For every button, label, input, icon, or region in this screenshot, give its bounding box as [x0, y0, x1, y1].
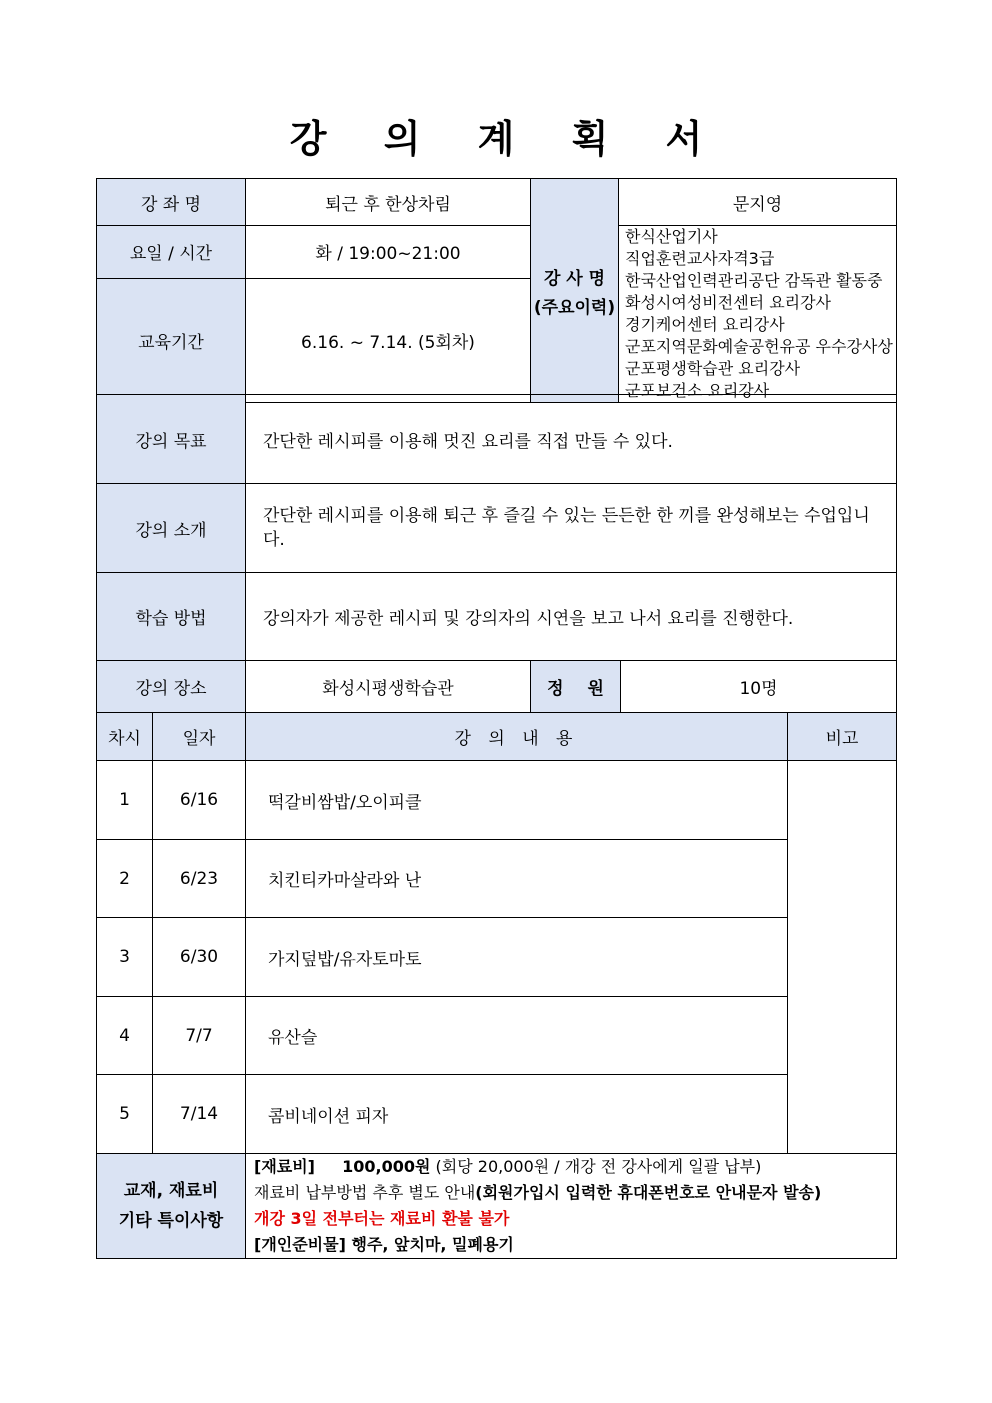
materials-notes: [246, 1154, 897, 1259]
schedule-table: [96, 712, 897, 1154]
method-label: 학습 방법: [97, 573, 246, 661]
prep-items: 행주, 앞치마, 밀폐용기: [351, 1235, 514, 1254]
session-number: 5: [97, 1075, 153, 1154]
instructor-sublabel: (주요이력): [533, 297, 616, 318]
career-item: 군포지역문화예술공헌유공 우수강사상: [625, 337, 893, 356]
intro-label: 강의 소개: [97, 484, 246, 573]
session-number: 2: [97, 840, 153, 918]
session-content: 가지덮밥/유자토마토: [246, 918, 788, 997]
career-item: 군포평생학습관 요리강사: [625, 359, 801, 378]
date-header: 일자: [153, 713, 246, 761]
session-content: 유산슬: [246, 997, 788, 1075]
schedule-row: [97, 1075, 897, 1154]
career-item: 한식산업기사: [625, 227, 718, 246]
session-content: 치킨티카마살라와 난: [246, 840, 788, 918]
intro-text: 간단한 레시피를 이용해 퇴근 후 즐길 수 있는 든든한 한 끼를 완성해보는 수업입니다.: [246, 484, 897, 573]
session-content: 떡갈비쌈밥/오이피클: [246, 761, 788, 840]
schedule-row: [97, 840, 897, 918]
instructor-name: 문지영: [619, 179, 897, 226]
prep-tag: [개인준비물]: [254, 1235, 346, 1254]
venue-table: [96, 660, 897, 713]
fee-detail: (회당 20,000원 / 개강 전 강사에게 일괄 납부): [435, 1157, 762, 1176]
venue-value: 화성시평생학습관: [246, 661, 531, 713]
materials-label-cell: [97, 1154, 246, 1259]
goal-label: 강의 목표: [97, 395, 246, 484]
session-date: 7/7: [153, 997, 246, 1075]
session-date: 6/30: [153, 918, 246, 997]
period-label: 교육기간: [97, 278, 246, 402]
notes-label: 기타 특이사항: [118, 1211, 224, 1231]
course-name-value: 퇴근 후 한상차림: [246, 179, 531, 226]
prep-line: [254, 1232, 896, 1258]
method-text: 강의자가 제공한 레시피 및 강의자의 시연을 보고 나서 요리를 진행한다.: [246, 573, 897, 661]
session-number: 3: [97, 918, 153, 997]
schedule-row: [97, 997, 897, 1075]
venue-label: 강의 장소: [97, 661, 246, 713]
payment-note: 재료비 납부방법 추후 별도 안내: [254, 1183, 476, 1202]
course-description-table: [96, 394, 897, 661]
instructor-label: 강 사 명: [543, 268, 606, 289]
period-value: 6.16. ~ 7.14. (5회차): [246, 278, 531, 402]
note-cell: [788, 761, 897, 1154]
fee-line: [254, 1154, 896, 1180]
capacity-value: 10명: [621, 661, 897, 713]
note-header: 비고: [788, 713, 897, 761]
instructor-label-cell: [531, 179, 619, 403]
page-title: 강 의 계 획 서: [289, 117, 725, 161]
session-date: 7/14: [153, 1075, 246, 1154]
capacity-label: 정 원: [531, 661, 621, 713]
fee-tag: [재료비]: [254, 1157, 315, 1176]
day-time-value: 화 / 19:00~21:00: [246, 226, 531, 279]
session-number: 1: [97, 761, 153, 840]
payment-line: [254, 1180, 896, 1206]
course-info-table: [96, 178, 897, 403]
schedule-row: [97, 918, 897, 997]
refund-warning: 개강 3일 전부터는 재료비 환불 불가: [254, 1209, 510, 1228]
schedule-row: [97, 761, 897, 840]
session-date: 6/23: [153, 840, 246, 918]
day-time-label: 요일 / 시간: [97, 226, 246, 279]
session-header: 차시: [97, 713, 153, 761]
career-item: 화성시여성비전센터 요리강사: [625, 293, 832, 312]
career-item: 군포보건소 요리강사: [625, 381, 770, 400]
materials-label: 교재, 재료비: [123, 1181, 219, 1201]
session-number: 4: [97, 997, 153, 1075]
content-header: 강 의 내 용: [246, 713, 788, 761]
fee-amount: 100,000원: [342, 1157, 431, 1176]
course-name-label: 강 좌 명: [97, 179, 246, 226]
payment-note-detail: (회원가입시 입력한 휴대폰번호로 안내문자 발송): [475, 1183, 822, 1202]
career-item: 직업훈련교사자격3급: [625, 249, 775, 268]
materials-table: [96, 1153, 897, 1259]
career-item: 한국산업인력관리공단 감독관 활동중: [625, 271, 883, 290]
goal-text: 간단한 레시피를 이용해 멋진 요리를 직접 만들 수 있다.: [246, 395, 897, 484]
session-content: 콤비네이션 피자: [246, 1075, 788, 1154]
career-item: 경기케어센터 요리강사: [625, 315, 785, 334]
session-date: 6/16: [153, 761, 246, 840]
instructor-career: [619, 226, 897, 403]
